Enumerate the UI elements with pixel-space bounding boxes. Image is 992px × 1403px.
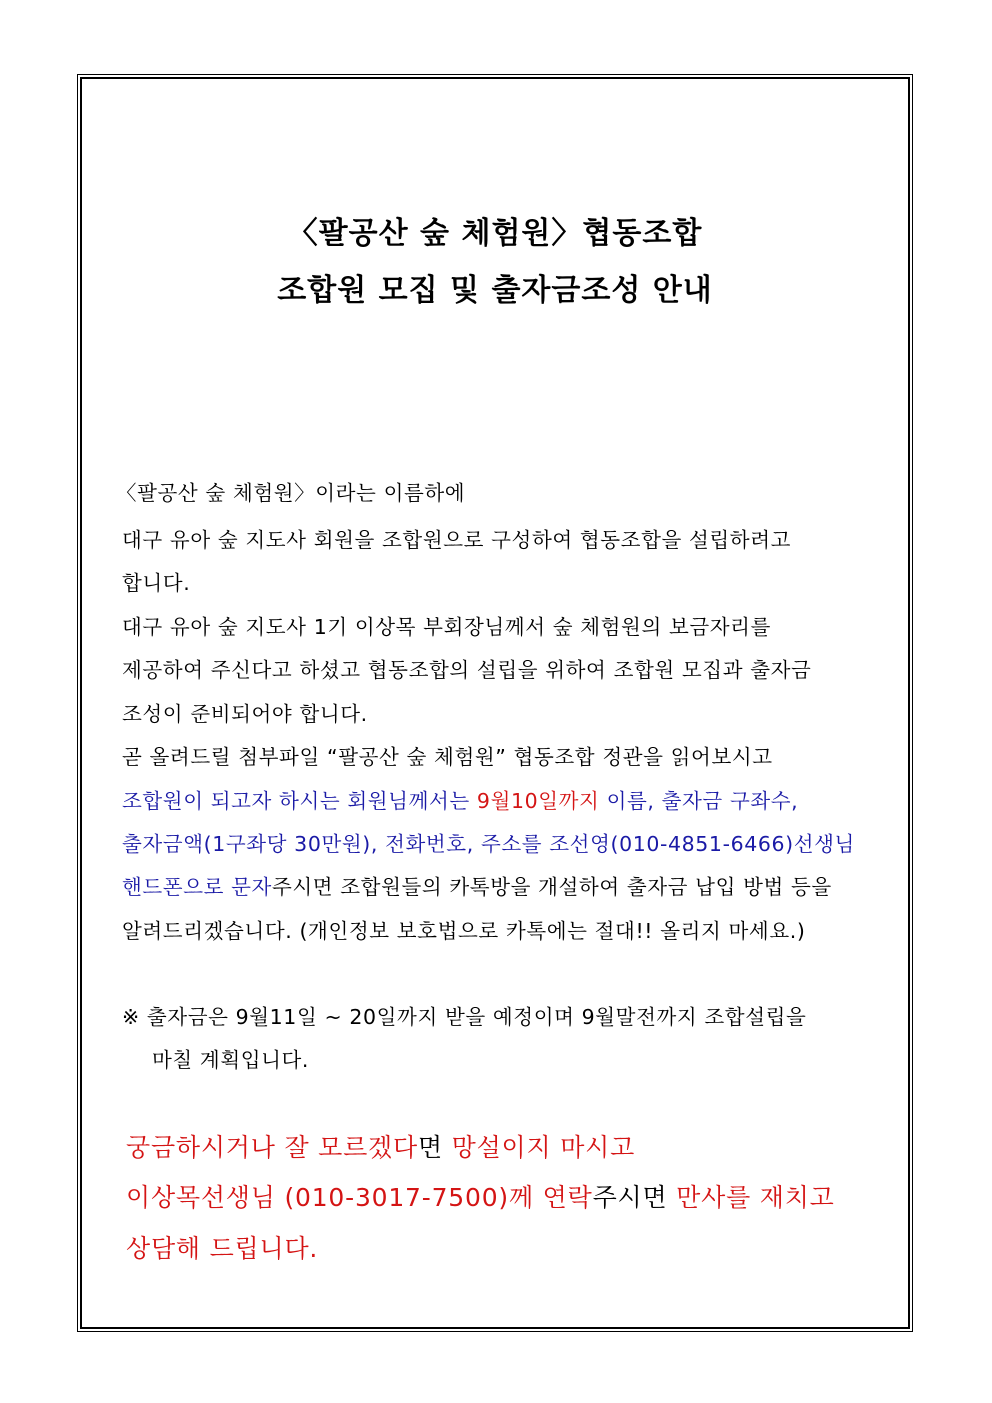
contact-text: 망설이지 마시고 [451,1133,636,1162]
body-line-text-message [122,877,832,898]
body-line-contact-info: 출자금액(1구좌당 30만원), 전화번호, 주소를 조선영(010-4851-6466)선생님 [122,832,855,856]
instruction-text: 핸드폰으로 문자 [122,875,272,899]
body-line: 합니다. [122,571,191,595]
page-title-line2: 조합원 모집 및 출자금조성 안내 [277,273,713,308]
deadline-date: 9월10일까지 [476,789,600,813]
note-line: ※ 출자금은 9월11일 ~ 20일까지 받을 예정이며 9월말전까지 조합설립을 [122,1005,807,1029]
contact-text: 궁금하시거나 잘 모르겠다 [126,1133,418,1162]
intro-text: 〈팔공산 숲 체험원〉이라는 이름하에 [116,481,466,505]
body-line: 곧 올려드릴 첨부파일 “팔공산 숲 체험원” 협동조합 정관을 읽어보시고 [122,745,773,769]
contact-line [126,1135,635,1160]
body-line: 제공하여 주신다고 하셨고 협동조합의 설립을 위하여 조합원 모집과 출자금 [122,658,812,682]
instruction-text: 조합원이 되고자 하시는 회원님께서는 [122,789,477,813]
body-text: 주시면 조합원들의 카톡방을 개설하여 출자금 납입 방법 등을 [271,875,832,899]
contact-text: 만사를 재치고 [676,1183,835,1212]
note-line: 마칠 계획입니다. [152,1048,310,1072]
body-line: 대구 유아 숲 지도사 회원을 조합원으로 구성하여 협동조합을 설립하려고 [122,528,792,552]
body-line: 대구 유아 숲 지도사 1기 이상목 부회장님께서 숲 체험원의 보금자리를 [122,615,771,639]
contact-text: 주시면 [592,1183,677,1212]
instruction-text: 이름, 출자금 구좌수, [599,789,799,813]
page-title-line1: 〈팔공산 숲 체험원〉협동조합 [287,216,703,251]
contact-line [126,1185,835,1210]
contact-line: 상담해 드립니다. [126,1234,319,1263]
contact-phone-text: 이상목선생님 (010-3017-7500)께 연락 [126,1183,593,1212]
body-line-privacy: 알려드리겠습니다. (개인정보 보호법으로 카톡에는 절대!! 올리지 마세요.) [122,919,806,943]
body-line-deadline [122,791,798,812]
contact-text: 면 [417,1133,452,1162]
body-line: 조성이 준비되어야 합니다. [122,702,368,726]
